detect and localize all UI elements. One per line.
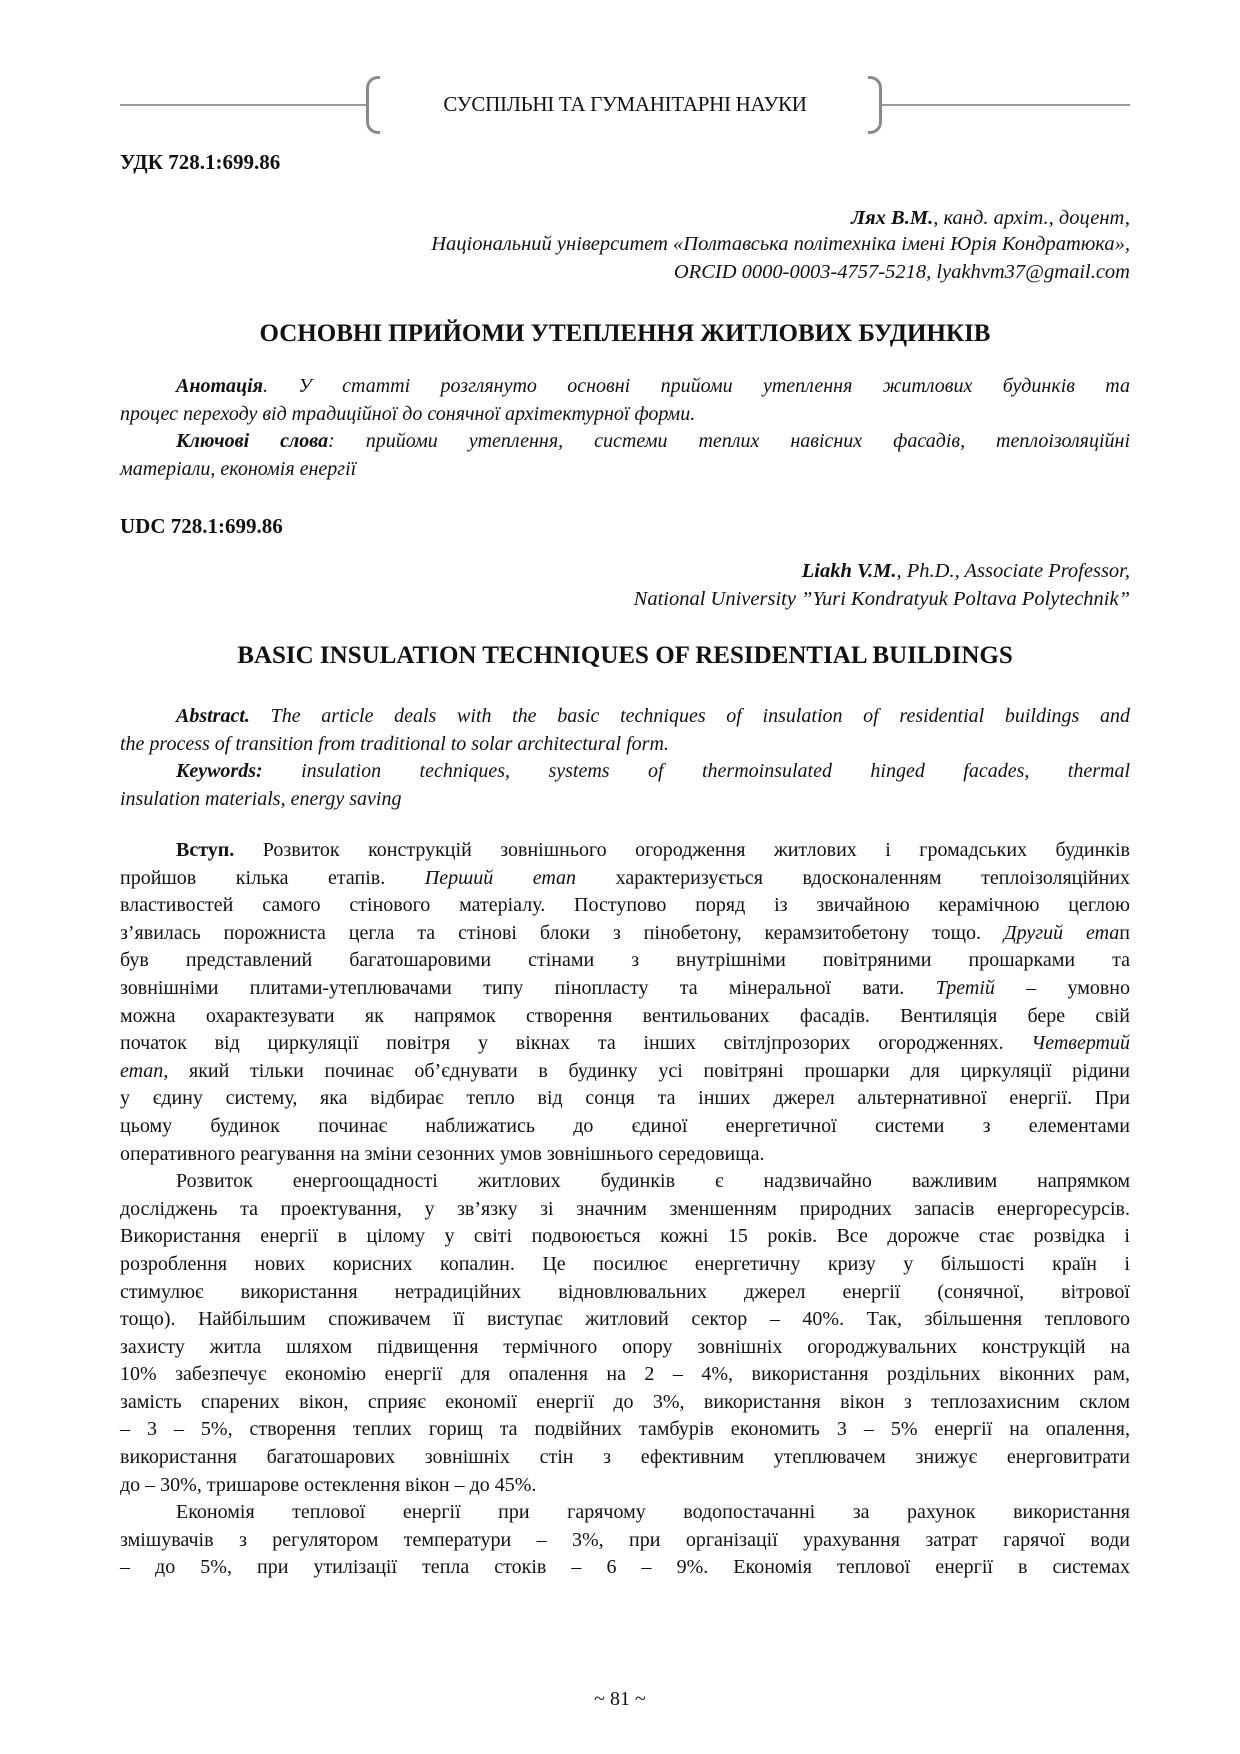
- text-run: характеризується вдосконаленням теплоізоляційних: [576, 866, 1131, 889]
- text-line: [120, 1416, 1130, 1444]
- text-line: [120, 731, 1130, 759]
- text-run: – умовно: [994, 976, 1130, 999]
- text-run: Розвиток конструкцій зовнішнього огородження житлових і громадських будинків: [234, 839, 1130, 861]
- text-run: властивостей самого стінового матеріалу. Поступово поряд із звичайною керамічною цеглою: [120, 894, 1130, 917]
- text-run: Анотація: [176, 375, 263, 397]
- page-number: ~ 81 ~: [594, 1688, 646, 1710]
- text-run: початок від циркуляції повітря у вікнах та інших світлјпрозорих огородженнях.: [120, 1032, 1032, 1055]
- text-run: з’явилась порожниста цегла та стінові блоки з пінобетону, керамзитобетону тощо.: [120, 921, 1004, 944]
- text-run: можна охарактезувати як напрямок створення вентильованих фасадів. Вентиляція бере свій: [120, 1004, 1130, 1027]
- text-run: у єдину систему, яка відбирає тепло від сонця та інших джерел альтернативної енергії. При: [120, 1087, 1130, 1110]
- text-run: цьому будинок починає наближатись до єдиної енергетичної системи з елементами: [120, 1114, 1130, 1137]
- text-line: [120, 1223, 1130, 1251]
- text-run: Третій: [935, 976, 995, 999]
- text-run: Розвиток енергоощадності житлових будинків є надзвичайно важливим напрямком: [176, 1170, 1130, 1193]
- text-run: – до 5%, при утилізації тепла стоків – 6 – 9%. Економія теплової енергії в системах: [120, 1556, 1130, 1579]
- text-run: тощо). Найбільшим споживачем її виступає житловий сектор – 40%. Так, збільшення теплового: [120, 1308, 1130, 1331]
- text-line: [120, 1196, 1130, 1224]
- text-run: . У статті розглянуто основні прийоми утеплення житлових будинків та: [262, 375, 1130, 397]
- text-line: [120, 1306, 1130, 1334]
- text-line: [120, 1030, 1130, 1058]
- text-line: [120, 401, 1130, 429]
- text-run: змішувачів з регулятором температури – 3%, при організації урахування затрат гарячої води: [120, 1528, 1130, 1551]
- abstract-en: [120, 703, 1130, 813]
- author-line-ua: [851, 207, 1130, 230]
- text-run: зовнішніми плитами-утеплювачами типу пінопласту та мінеральної вати.: [120, 976, 936, 999]
- udk-code: УДК 728.1:699.86: [120, 150, 281, 174]
- text-line: [120, 1472, 1130, 1500]
- text-line: [120, 947, 1130, 975]
- text-line: [120, 1499, 1130, 1527]
- article-title-ua: ОСНОВНІ ПРИЙОМИ УТЕПЛЕННЯ ЖИТЛОВИХ БУДИНКІВ: [259, 320, 991, 347]
- abstract-ua: [120, 373, 1130, 483]
- author-line-en: [802, 560, 1130, 583]
- affiliation-en: National University ”Yuri Kondratyuk Poltava Polytechnik”: [633, 588, 1130, 610]
- text-run: 10% забезпечує економію енергії для опалення на 2 – 4%, використання роздільних віконних рам,: [120, 1363, 1130, 1386]
- text-line: [120, 786, 1130, 814]
- text-run: insulation techniques, systems of thermoinsulated hinged facades, thermal: [262, 760, 1130, 783]
- text-run: : прийоми утеплення, системи теплих навісних фасадів, теплоізоляційні: [328, 430, 1130, 453]
- text-run: Четвертий: [1031, 1032, 1130, 1055]
- text-run: замість спарених вікон, сприяє економії енергії до 3%, використання вікон з теплозахисним склом: [120, 1390, 1130, 1413]
- text-run: the process of transition from traditional to solar architectural form.: [120, 732, 669, 755]
- text-run: , який тільки починає об’єднувати в будинку усі повітряні прошарки для циркуляції рідини: [163, 1059, 1130, 1082]
- text-run: Використання енергії в цілому у світі подвоюється кожні 15 років. Все дорожче стає розвідка і: [120, 1225, 1130, 1248]
- text-run: був представлений багатошаровими стінами з внутрішніми повітряними прошарками та: [120, 949, 1130, 972]
- text-run: до – 30%, тришарове остеклення вікон – до 45%.: [120, 1473, 537, 1496]
- text-line: [120, 1003, 1130, 1031]
- text-line: [120, 1168, 1130, 1196]
- text-run: оперативного реагування на зміни сезонних умов зовнішнього середовища.: [120, 1142, 765, 1165]
- text-run: стимулює використання нетрадиційних відновлювальних джерел енергії (сонячної, вітрової: [120, 1280, 1130, 1303]
- author-title-en: , Ph.D., Associate Professor,: [896, 560, 1130, 582]
- text-line: [120, 1527, 1130, 1555]
- udc-code: UDC 728.1:699.86: [120, 514, 283, 538]
- text-line: [120, 1251, 1130, 1279]
- text-line: [120, 1085, 1130, 1113]
- article-title-en: BASIC INSULATION TECHNIQUES OF RESIDENTIAL BUILDINGS: [237, 642, 1013, 669]
- header-rule-right: [880, 104, 1130, 106]
- author-title-ua: , канд. архіт., доцент,: [933, 207, 1130, 229]
- text-run: досліджень та проектування, у зв’язку зі значним зменшенням природних запасів енергоресурсів.: [120, 1197, 1130, 1220]
- text-line: [120, 703, 1130, 731]
- text-run: використання багатошарових зовнішніх стін з ефективним утеплювачем знижує енерговитрати: [120, 1446, 1130, 1469]
- author-name-ua: Лях В.М.: [851, 207, 934, 229]
- text-line: [120, 1361, 1130, 1389]
- text-line: [120, 456, 1130, 484]
- text-run: матеріали, економія енергії: [120, 457, 357, 480]
- text-run: розроблення нових корисних копалин. Це посилює енергетичну кризу у більшості країн і: [120, 1252, 1130, 1275]
- text-line: [120, 837, 1130, 865]
- text-line: [120, 1389, 1130, 1417]
- text-run: insulation materials, energy saving: [120, 787, 402, 810]
- text-line: [120, 1113, 1130, 1141]
- text-run: Ключові слова: [176, 430, 329, 453]
- text-line: [120, 758, 1130, 786]
- text-run: Вступ.: [176, 839, 235, 861]
- text-run: Keywords:: [176, 760, 263, 783]
- text-line: [120, 920, 1130, 948]
- text-run: Перший етап: [424, 866, 577, 889]
- header-bracket-right: [868, 76, 882, 134]
- text-line: [120, 1444, 1130, 1472]
- text-run: етап: [120, 1059, 164, 1082]
- text-line: [120, 1334, 1130, 1362]
- text-run: The article deals with the basic techniques of insulation of residential buildings and: [249, 705, 1130, 727]
- text-run: Економія теплової енергії при гарячому водопостачанні за рахунок використання: [176, 1501, 1130, 1524]
- affiliation-ua: Національний університет «Полтавська політехніка імені Юрія Кондратюка»,: [431, 233, 1130, 255]
- text-line: [120, 1058, 1130, 1086]
- text-line: [120, 1141, 1130, 1169]
- header-bracket-left: [366, 76, 380, 134]
- text-line: [120, 428, 1130, 456]
- header-rule-left: [120, 104, 368, 106]
- text-line: [120, 892, 1130, 920]
- text-run: Другий ета: [1003, 921, 1120, 944]
- text-run: – 3 – 5%, створення теплих горищ та подвійних тамбурів економить 3 – 5% енергії на опалення,: [120, 1418, 1130, 1441]
- running-header: СУСПІЛЬНІ ТА ГУМАНІТАРНІ НАУКИ: [443, 92, 807, 116]
- text-line: [120, 373, 1130, 401]
- body-text: [120, 837, 1130, 1582]
- text-run: захисту житла шляхом підвищення термічного опору зовнішніх огороджувальних конструкцій на: [120, 1335, 1130, 1358]
- text-run: пройшов кілька етапів.: [120, 866, 425, 889]
- text-line: [120, 1554, 1130, 1582]
- text-line: [120, 1279, 1130, 1307]
- text-run: Abstract.: [176, 705, 250, 727]
- text-run: п: [1119, 921, 1130, 944]
- orcid-email: ORCID 0000-0003-4757-5218, lyakhvm37@gmail.com: [673, 261, 1130, 283]
- text-line: [120, 975, 1130, 1003]
- text-line: [120, 865, 1130, 893]
- author-name-en: Liakh V.M.: [801, 560, 897, 582]
- text-run: процес переходу від традиційної до сонячної архітектурної форми.: [120, 402, 696, 425]
